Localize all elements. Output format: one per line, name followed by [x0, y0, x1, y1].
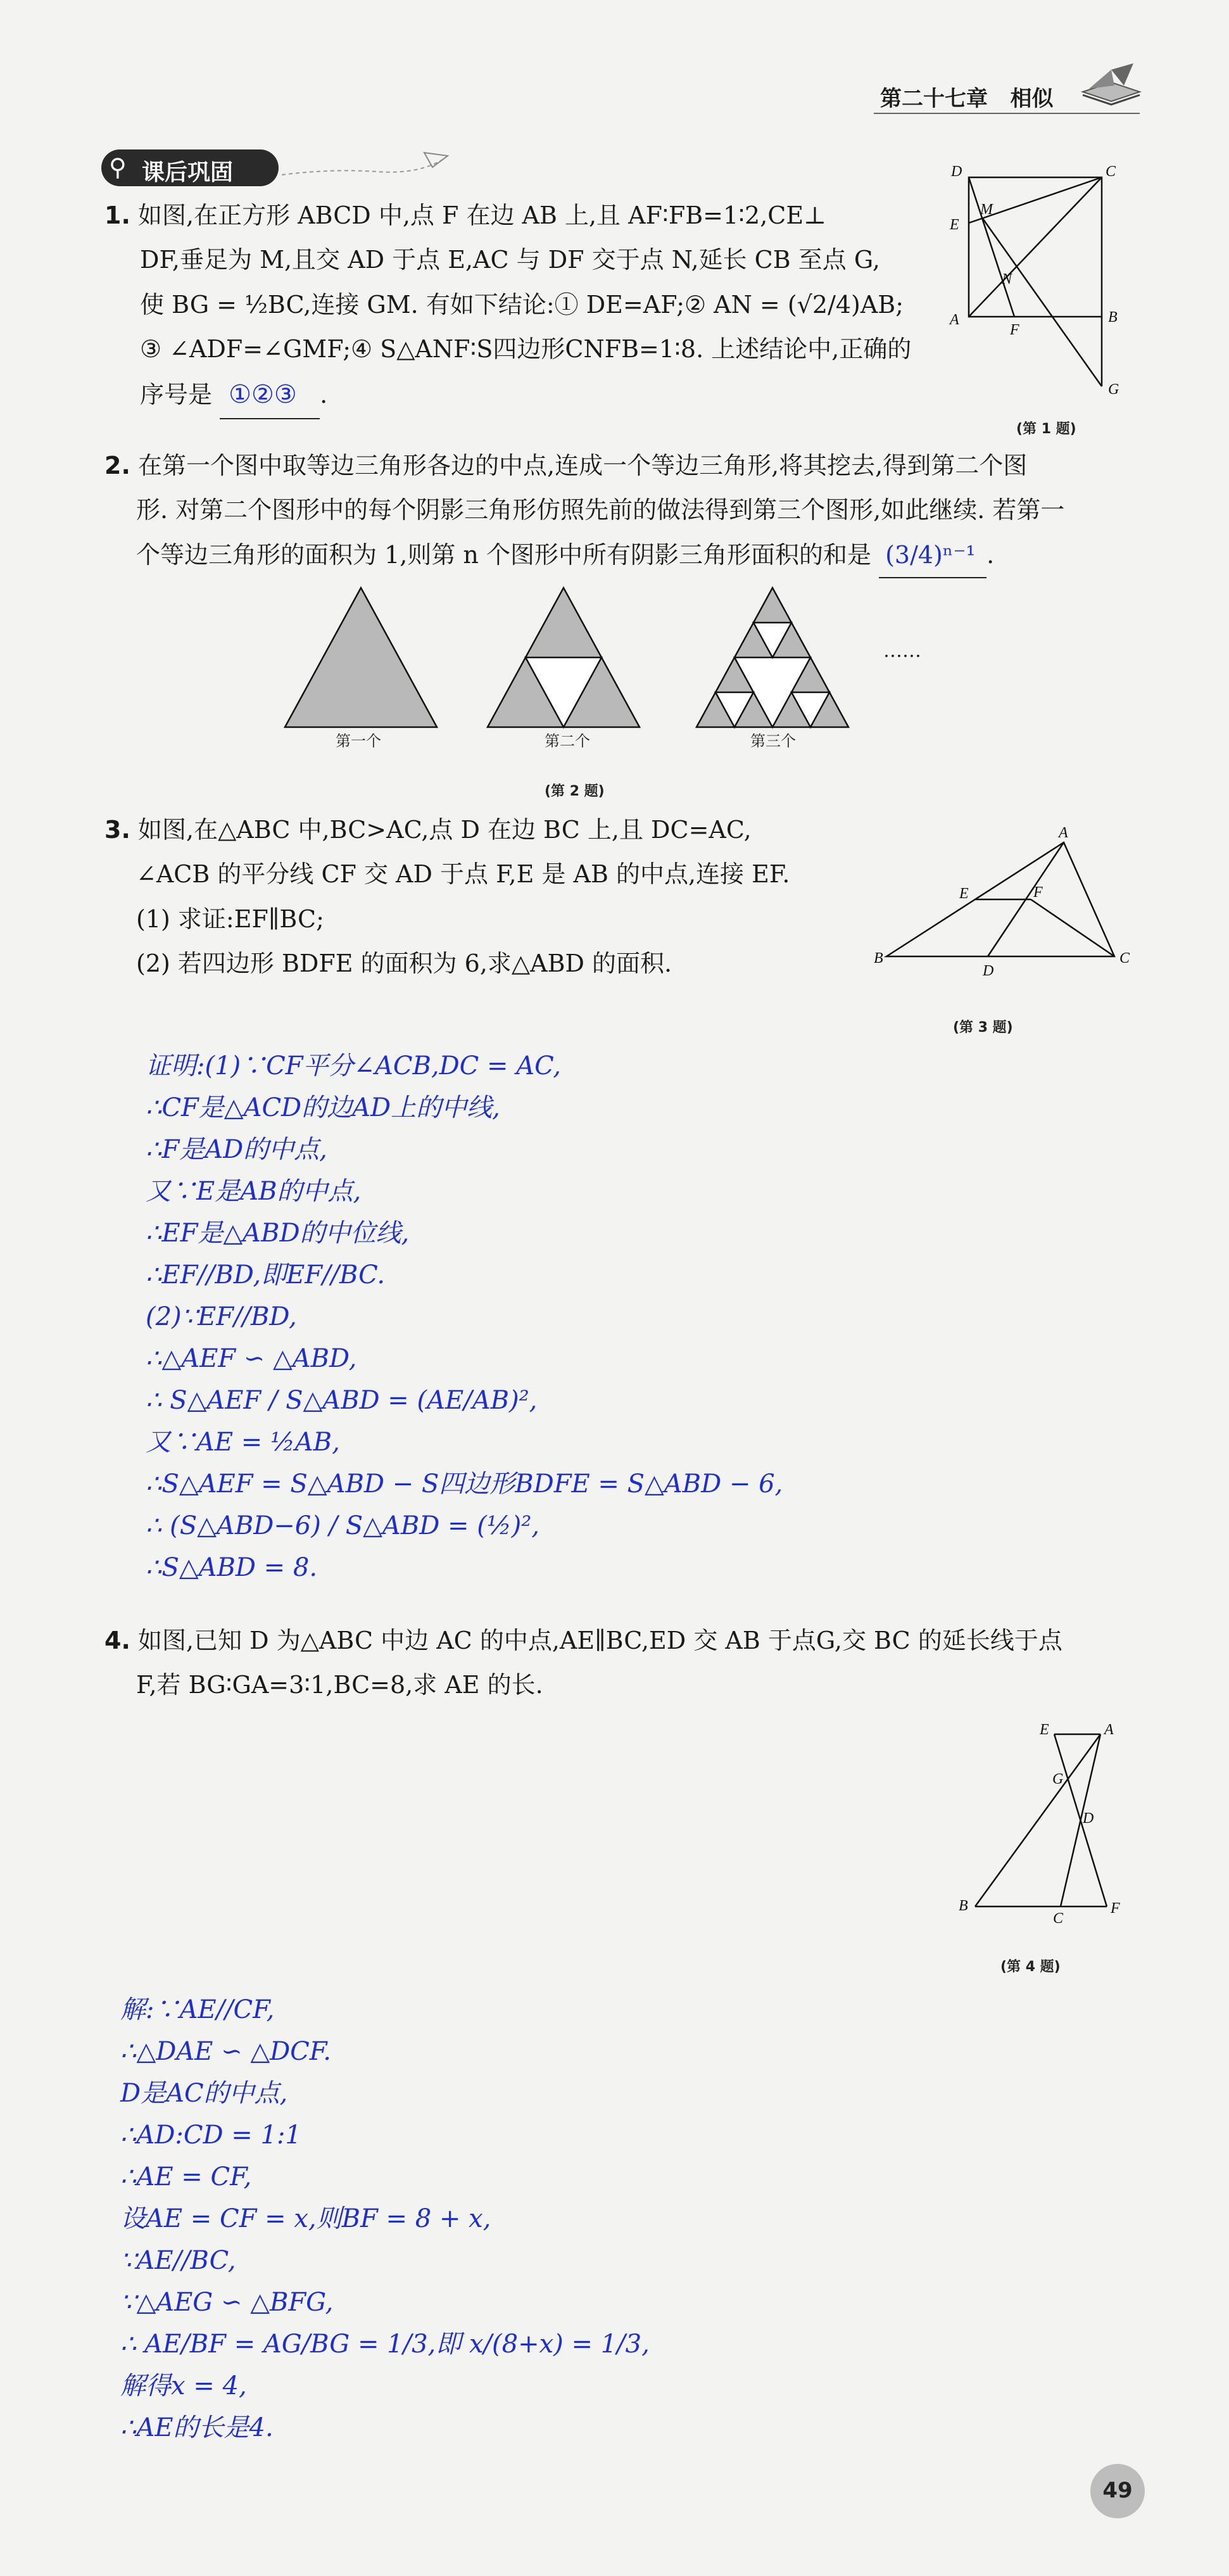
q1-line-1: 如图,在正方形 ABCD 中,点 F 在边 AB 上,且 AF∶FB=1∶2,CE⊥ [137, 201, 826, 229]
chapter-header [880, 81, 1054, 112]
q4-label-G: G [1052, 1771, 1064, 1787]
q2-caption: (第 2 题) [545, 784, 605, 799]
q2-line-2: 形. 对第二个图形中的每个阴影三角形仿照先前的做法得到第三个图形,如此继续. 若第一 [136, 496, 1065, 524]
q3-solution-line: ∴ S△AEF / S△ABD = (AE/AB)², [146, 1386, 538, 1415]
q4-solution-line: ∴ AE/BF = AG/BG = 1/3,即 x/(8+x) = 1/3, [120, 2330, 650, 2359]
q4-label-B: B [959, 1898, 968, 1914]
q4-label-A: A [1104, 1722, 1114, 1738]
q2-fig-label-3: 第三个 [750, 732, 796, 750]
q1-line-3: 使 BG = ½BC,连接 GM. 有如下结论:① DE=AF;② AN = (√2/4)AB; [140, 290, 904, 319]
question-2 [104, 443, 1143, 578]
q3-solution-line: 又∵AE = ½AB, [146, 1428, 340, 1457]
q1-answer: ①②③ [220, 371, 320, 419]
q4-line-2: F,若 BG∶GA=3∶1,BC=8,求 AE 的长. [136, 1671, 543, 1699]
q1-line-4: ③ ∠ADF=∠GMF;④ S△ANF∶S四边形CNFB=1∶8. 上述结论中,正确的 [140, 334, 912, 363]
q4-solution [120, 1989, 943, 2449]
q4-number: 4. [104, 1627, 130, 1654]
q4-solution-line: ∵AE//BC, [120, 2246, 236, 2275]
q3-label-E: E [959, 885, 969, 902]
q3-solution-line: (2)∵EF//BD, [146, 1302, 297, 1331]
q3-solution-line: 又∵E是AB的中点, [146, 1177, 362, 1206]
q3-solution [146, 1045, 905, 1589]
q4-label-F: F [1111, 1900, 1120, 1917]
q4-label-D: D [1083, 1810, 1094, 1827]
q1-label-M: M [980, 201, 993, 218]
question-4 [104, 1618, 1149, 1708]
q3-solution-line: ∴EF//BD,即EF//BC. [146, 1260, 386, 1290]
q3-line-1: 如图,在△ABC 中,BC>AC,点 D 在边 BC 上,且 DC=AC, [137, 816, 752, 844]
q2-number: 2. [104, 452, 130, 479]
page-number-badge [1090, 2464, 1145, 2518]
q4-solution-line: 设AE = CF = x,则BF = 8 + x, [120, 2204, 491, 2233]
book-icon [1076, 57, 1146, 110]
question-3 [104, 808, 864, 986]
q4-caption: (第 4 题) [1000, 1959, 1061, 1975]
q4-solution-line: ∴AE的长是4. [120, 2413, 274, 2442]
q3-line-3: (1) 求证:EF∥BC; [136, 904, 324, 933]
q2-fig-label-2: 第二个 [545, 732, 590, 750]
q1-figure [943, 158, 1140, 408]
q2-figure [279, 583, 975, 737]
q2-line-3: 个等边三角形的面积为 1,则第 n 个图形中所有阴影三角形面积的和是 [136, 540, 871, 569]
q1-label-N: N [1002, 271, 1012, 288]
q3-label-F: F [1033, 884, 1043, 901]
q3-label-C: C [1119, 950, 1130, 967]
q4-solution-line: 解得x = 4, [120, 2371, 247, 2401]
q1-caption: (第 1 题) [1016, 421, 1076, 437]
chapter-label: 第二十七章 [880, 86, 988, 111]
q3-label-A: A [1059, 825, 1068, 841]
q3-solution-line: ∴CF是△ACD的边AD上的中线, [146, 1093, 500, 1122]
badge-decoration [282, 149, 453, 190]
q1-line-2: DF,垂足为 M,且交 AD 于点 E,AC 与 DF 交于点 N,延长 CB 至点 G, [140, 246, 880, 274]
q3-solution-line: ∴S△AEF = S△ABD − S四边形BDFE = S△ABD − 6, [146, 1469, 783, 1499]
q4-solution-line: ∴△DAE ∽ △DCF. [120, 2037, 331, 2066]
q4-solution-line: 解:∵AE//CF, [120, 1995, 275, 2024]
page-number: 49 [1102, 2478, 1133, 2503]
q4-solution-line: D是AC的中点, [120, 2079, 288, 2108]
section-badge-label: 课后巩固 [142, 160, 234, 186]
q3-solution-line: ∴EF是△ABD的中位线, [146, 1219, 410, 1248]
q3-caption: (第 3 题) [953, 1020, 1013, 1036]
q3-solution-line: ∴S△ABD = 8. [146, 1553, 318, 1582]
q3-figure [874, 823, 1140, 991]
magnifier-icon: ⚲ [109, 153, 127, 181]
q4-line-1: 如图,已知 D 为△ABC 中边 AC 的中点,AE∥BC,ED 交 AB 于点G,交 BC 的延长线于点 [137, 1627, 1062, 1654]
q1-label-C: C [1106, 163, 1116, 180]
q3-solution-line: ∴F是AD的中点, [146, 1135, 327, 1164]
section-badge [101, 149, 279, 186]
q1-label-A: A [950, 312, 959, 328]
q2-line-3-suffix: . [986, 540, 995, 569]
q1-label-F: F [1010, 322, 1019, 338]
q3-label-D: D [983, 963, 994, 979]
q2-line-1: 在第一个图中取等边三角形各边的中点,连成一个等边三角形,将其挖去,得到第二个图 [137, 452, 1028, 479]
q4-solution-line: ∵△AEG ∽ △BFG, [120, 2288, 334, 2317]
q3-solution-line: ∴ (S△ABD−6) / S△ABD = (½)², [146, 1511, 539, 1540]
q4-solution-line: ∴AE = CF, [120, 2162, 252, 2192]
q1-label-D: D [951, 163, 962, 180]
q1-line-5-prefix: 序号是 [140, 381, 213, 409]
header-rule [874, 113, 1140, 114]
q4-label-E: E [1040, 1722, 1049, 1738]
q2-fig-label-1: 第一个 [336, 732, 381, 750]
q3-line-2: ∠ACB 的平分线 CF 交 AD 于点 F,E 是 AB 的中点,连接 EF. [136, 860, 790, 889]
q4-figure [950, 1716, 1140, 1928]
q4-label-C: C [1053, 1910, 1064, 1926]
q1-number: 1. [104, 201, 130, 229]
q3-label-B: B [874, 950, 883, 967]
q1-label-B: B [1108, 309, 1118, 326]
q3-solution-line: ∴△AEF ∽ △ABD, [146, 1344, 357, 1373]
question-1 [104, 193, 928, 419]
q1-label-G: G [1108, 381, 1119, 398]
topic-label: 相似 [1010, 86, 1054, 111]
q2-dots: …… [883, 640, 921, 662]
q1-label-E: E [950, 217, 959, 233]
q3-line-4: (2) 若四边形 BDFE 的面积为 6,求△ABD 的面积. [136, 949, 672, 977]
q2-answer: (3/4)ⁿ⁻¹ [879, 533, 986, 578]
q3-number: 3. [104, 816, 130, 844]
q3-solution-line: 证明:(1)∵CF平分∠ACB,DC = AC, [146, 1051, 562, 1081]
q4-solution-line: ∴AD:CD = 1:1 [120, 2121, 301, 2150]
q1-line-5-suffix: . [320, 381, 328, 409]
